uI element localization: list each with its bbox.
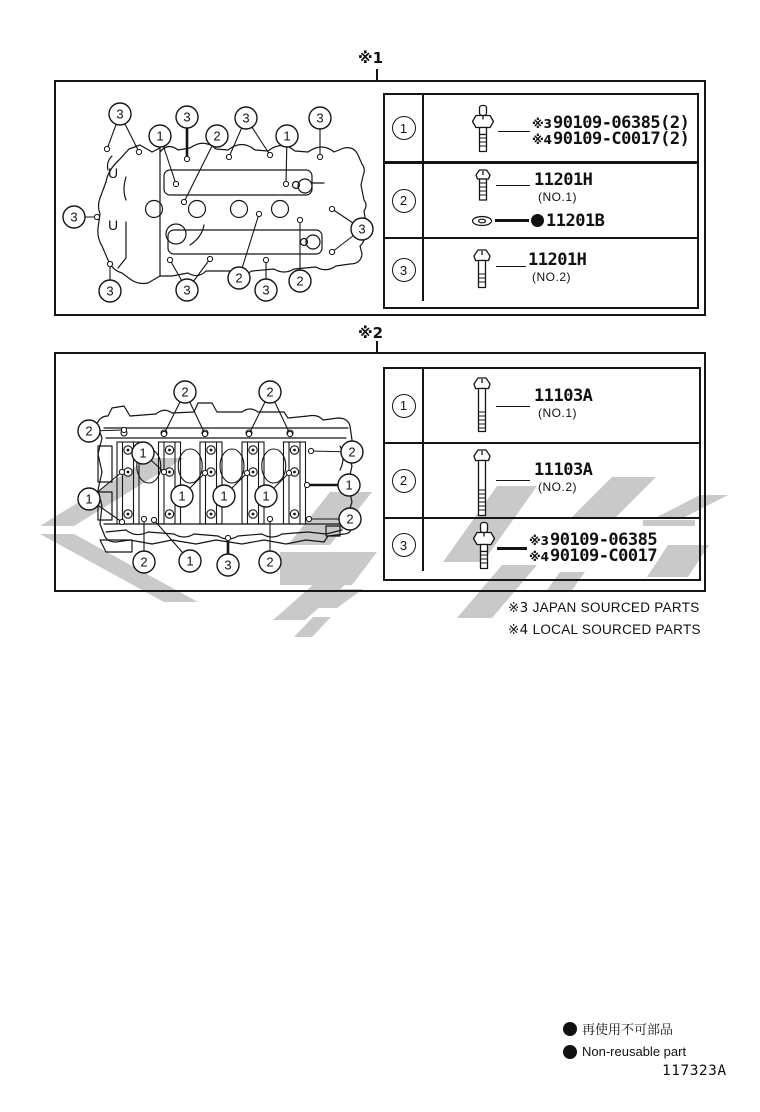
callout-number: 1 [262, 488, 270, 504]
table-row [385, 95, 697, 161]
legend-row-en [563, 1044, 686, 1059]
callout-number: 1 [156, 128, 164, 144]
table-row [385, 517, 699, 571]
callout-number: 2 [296, 273, 304, 289]
part-number: 11201H [534, 170, 593, 190]
row-number-badge: 2 [392, 189, 416, 213]
callout-number: 2 [85, 423, 93, 439]
non-reusable-dot [563, 1022, 577, 1036]
callout-number: 1 [178, 488, 186, 504]
part-position-note: (NO.1) [538, 406, 577, 420]
cylinder-block-figure [56, 354, 386, 590]
section2-box [54, 352, 706, 592]
callout-number: 3 [358, 221, 366, 237]
part-number: 90109-C0017 [550, 546, 658, 566]
table-row [385, 369, 699, 442]
callout-number: 2 [235, 270, 243, 286]
callout-number: 3 [70, 209, 78, 225]
leader-line [496, 406, 530, 407]
figure-code: 117323A [662, 1063, 727, 1079]
non-reusable-dot [563, 1045, 577, 1059]
cylinder-head-cover-figure [56, 82, 386, 314]
figure2-callouts [78, 381, 363, 576]
legend-row-jp [563, 1019, 686, 1038]
part-number: 11103A [534, 460, 593, 480]
part-number: 11201B [546, 211, 605, 231]
callout-number: 1 [139, 445, 147, 461]
figure1-callouts [63, 103, 373, 302]
table-row [385, 442, 699, 517]
callout-number: 2 [181, 384, 189, 400]
leader-line [496, 480, 530, 481]
callout-number: 3 [106, 283, 114, 299]
callout-number: 3 [242, 110, 250, 126]
section1-box [54, 80, 706, 316]
cast-letter-u1: U [108, 165, 119, 181]
stud-bolt-icon [470, 104, 496, 156]
note-local-sourced: ※4 LOCAL SOURCED PARTS [508, 622, 701, 638]
leader-line-thick [495, 219, 529, 222]
non-reusable-dot [531, 214, 544, 227]
sourcing-prefix: ※3 [529, 534, 550, 548]
section1-parts-table [383, 93, 699, 309]
callout-number: 1 [345, 477, 353, 493]
section1-ref-tick [376, 69, 378, 80]
part-number: 90109-06385(2) [553, 113, 690, 133]
section2-ref-tick [376, 341, 378, 352]
part-number: 90109-C0017(2) [553, 129, 690, 149]
part-number: 90109-06385 [550, 530, 658, 550]
callout-number: 2 [348, 444, 356, 460]
section2-ref-label: ※2 [358, 324, 384, 342]
seal-washer-icon [471, 215, 493, 227]
section2-parts-table [383, 367, 701, 581]
row-number-badge: 2 [392, 469, 416, 493]
part-position-note: (NO.2) [538, 480, 577, 494]
extra-long-bolt-icon [470, 448, 494, 518]
callout-number: 3 [262, 282, 270, 298]
part-position-note: (NO.1) [538, 190, 577, 204]
sourcing-prefix: ※4 [532, 133, 553, 147]
row-number-badge: 1 [392, 394, 416, 418]
part-number: 11201H [528, 250, 587, 270]
flange-bolt-icon [472, 168, 494, 204]
callout-number: 1 [220, 488, 228, 504]
long-bolt-icon [470, 376, 494, 434]
cast-letter-u2: U [108, 217, 119, 233]
sourcing-prefix: ※4 [529, 550, 550, 564]
callout-number: 3 [116, 106, 124, 122]
part-position-note: (NO.2) [532, 270, 571, 284]
legend-text-jp: 再使用不可部品 [582, 1022, 674, 1037]
callout-number: 1 [186, 553, 194, 569]
leader-line-thick [497, 547, 527, 550]
callout-number: 2 [140, 554, 148, 570]
callout-number: 3 [183, 282, 191, 298]
table-row [385, 237, 697, 301]
callout-number: 3 [224, 557, 232, 573]
row-number-badge: 1 [392, 116, 416, 140]
leader-line [498, 131, 530, 132]
row-number-badge: 3 [392, 533, 416, 557]
callout-number: 3 [316, 110, 324, 126]
callout-number: 2 [266, 384, 274, 400]
section1-ref-label: ※1 [358, 49, 384, 67]
note-japan-sourced: ※3 JAPAN SOURCED PARTS [508, 600, 700, 616]
legend-text-en: Non-reusable part [582, 1044, 687, 1059]
stud-bolt-icon [471, 521, 497, 573]
non-reusable-legend [563, 1019, 686, 1065]
leader-line [496, 266, 526, 267]
callout-number: 1 [85, 491, 93, 507]
row-number-badge: 3 [392, 258, 416, 282]
callout-number: 2 [266, 554, 274, 570]
leader-line [496, 185, 530, 186]
flange-bolt-icon [470, 248, 494, 290]
callout-number: 3 [183, 109, 191, 125]
sourcing-notes [508, 600, 701, 644]
callout-number: 1 [283, 128, 291, 144]
table-row [385, 161, 697, 237]
sourcing-prefix: ※3 [532, 117, 553, 131]
callout-number: 2 [213, 128, 221, 144]
part-number: 11103A [534, 386, 593, 406]
callout-number: 2 [346, 511, 354, 527]
